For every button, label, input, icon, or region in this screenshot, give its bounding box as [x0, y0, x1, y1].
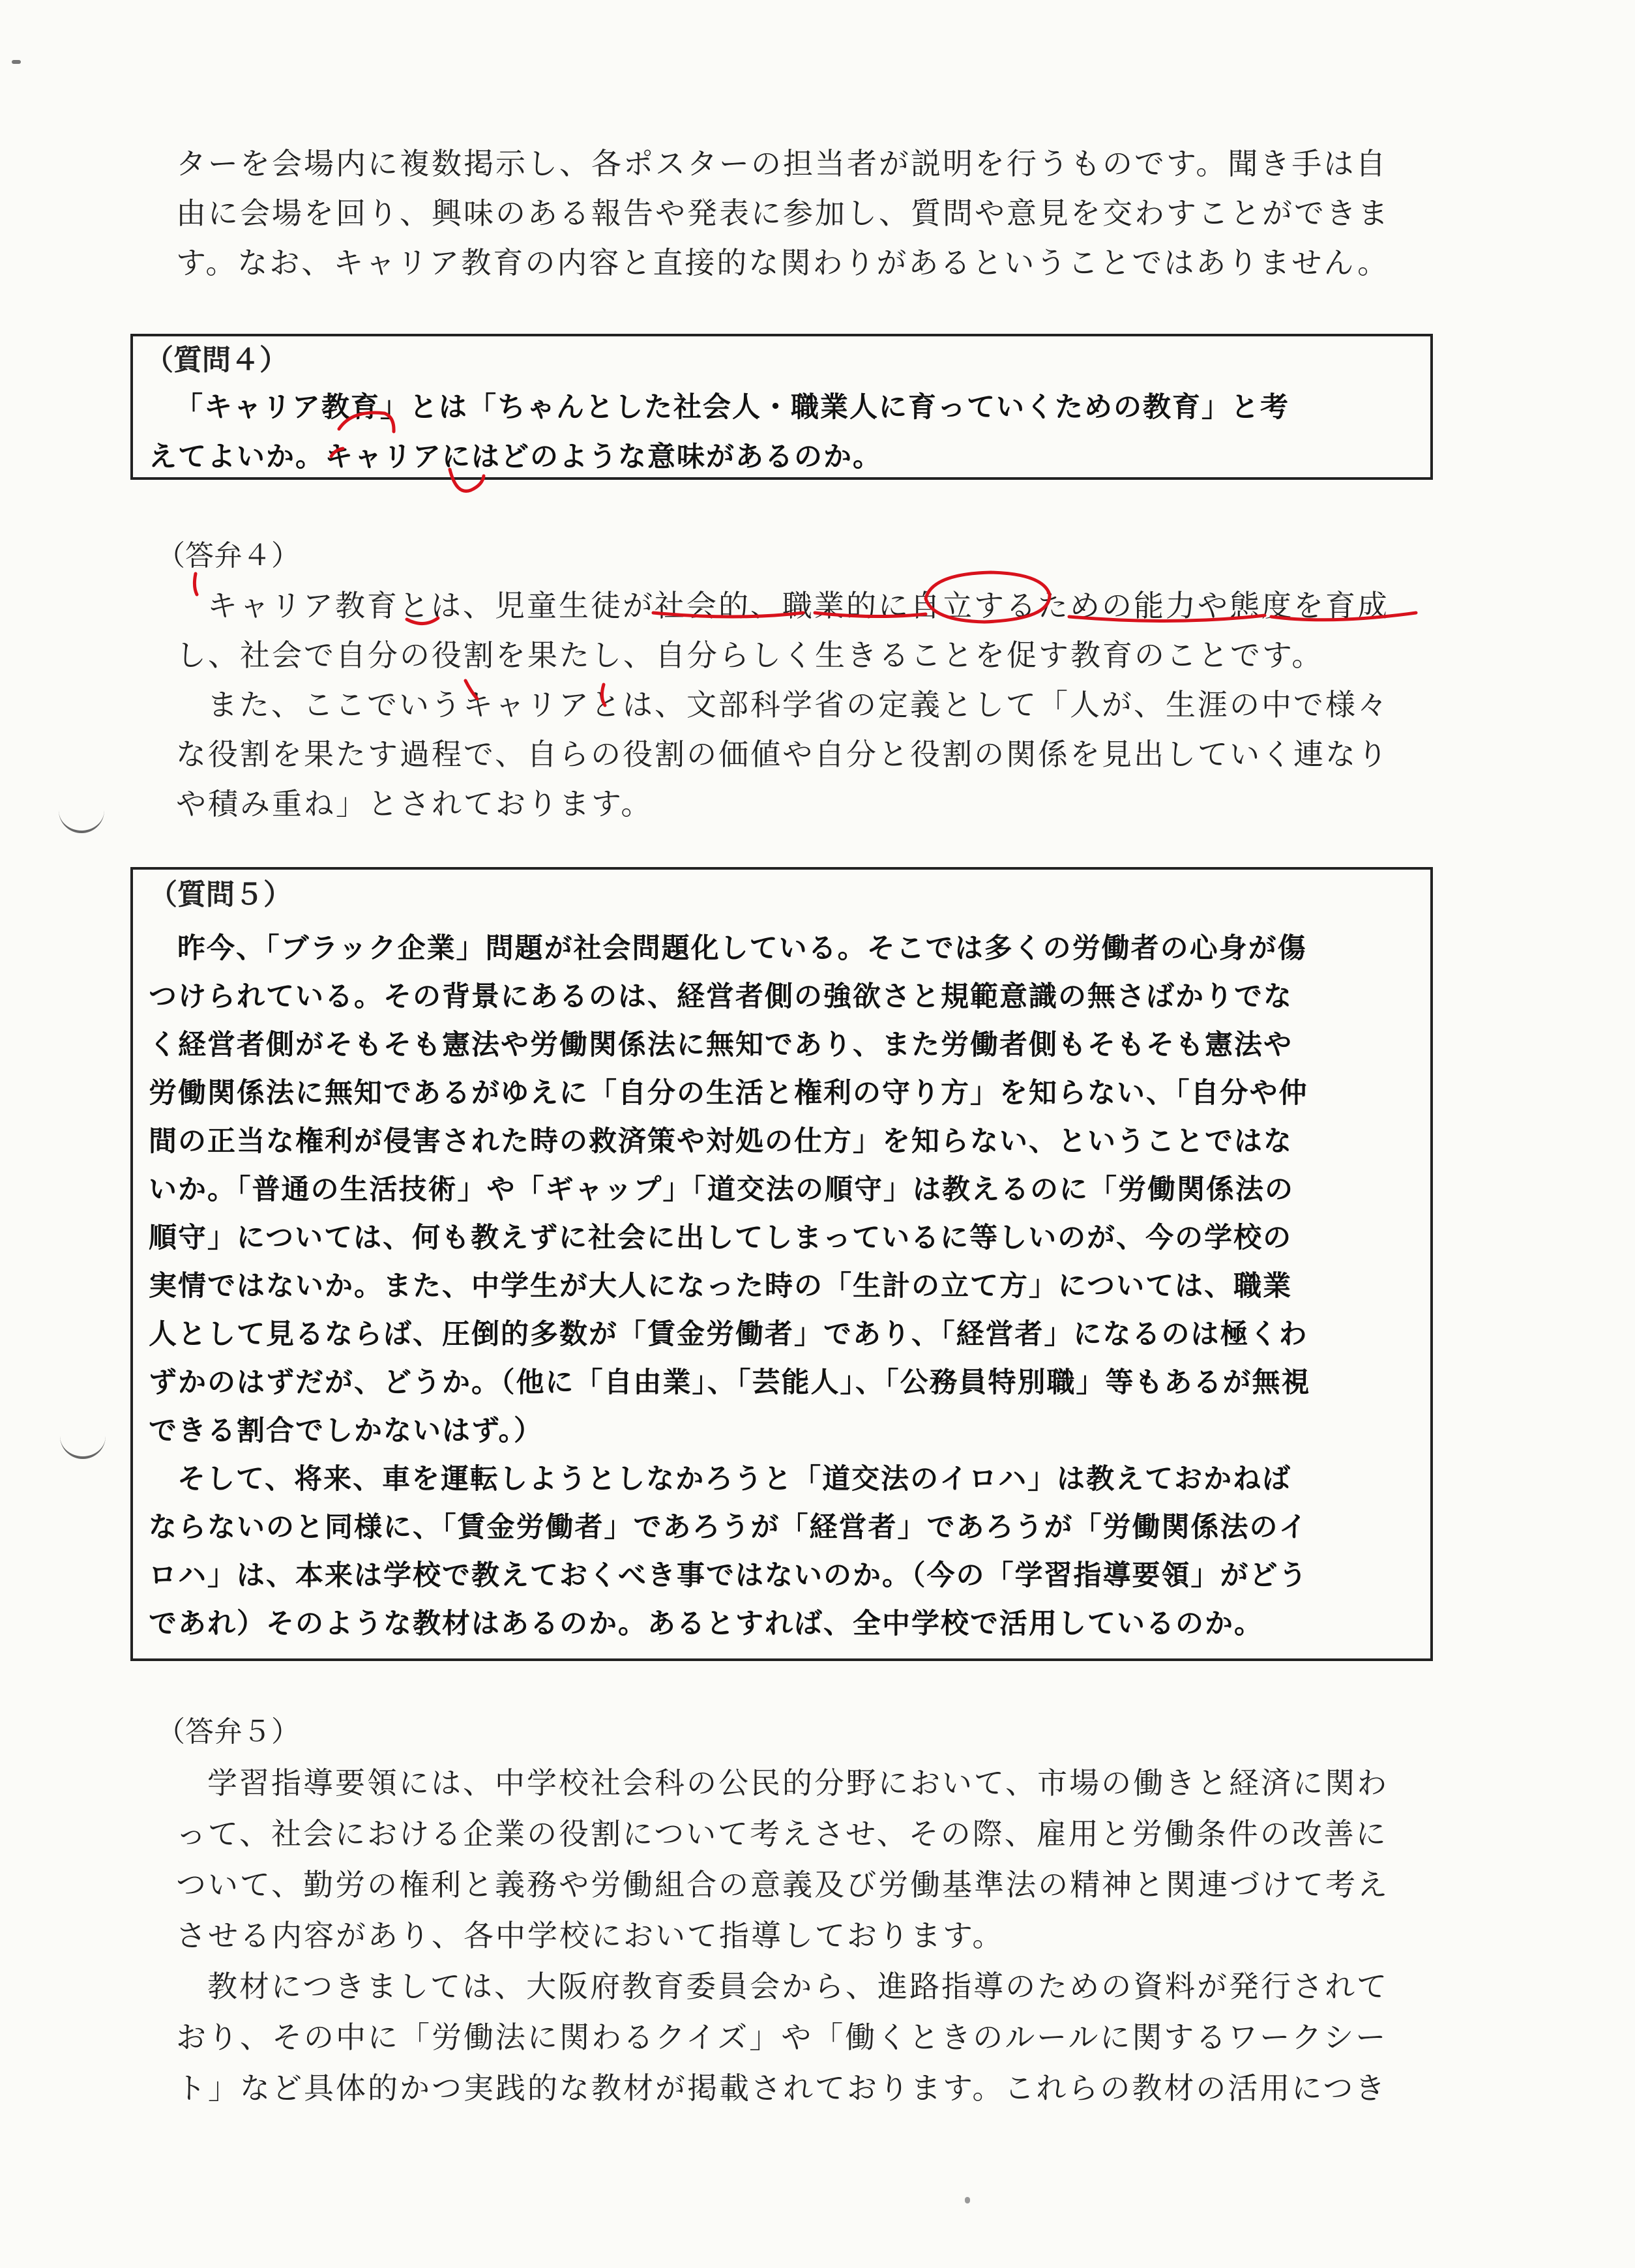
- answer-4-line-3: また、ここでいうキャリアとは、文部科学省の定義として「人が、生涯の中で様々: [207, 687, 1389, 722]
- a4-circle: [926, 572, 1050, 622]
- question-5-line-3: く経営者側がそもそも憲法や労働関係法に無知であり、また労働者側もそもそも憲法や: [149, 1029, 1293, 1061]
- question-5-line-13: ならないのと同様に、「賃金労働者」であろうが「経営者」であろうが「労働関係法のイ: [149, 1511, 1308, 1544]
- answer-4-line-4: な役割を果たす過程で、自らの役割の価値や自分と役割の関係を見出していく連なり: [176, 737, 1390, 772]
- question-5-heading: （質問５）: [149, 878, 292, 911]
- intro-line-1: ターを会場内に複数掲示し、各ポスターの担当者が説明を行うものです。聞き手は自: [176, 146, 1388, 181]
- question-5-line-7: 順守」については、何も教えずに社会に出してしまっているに等しいのが、今の学校の: [149, 1222, 1293, 1254]
- question-4-heading: （質問４）: [145, 344, 288, 377]
- question-5-line-4: 労働関係法に無知であるがゆえに「自分の生活と権利の守り方」を知らない、「自分や仲: [149, 1077, 1308, 1110]
- a4-caret-mark-1: [194, 574, 197, 595]
- question-5-line-8: 実情ではないか。また、中学生が大人になった時の「生計の立て方」については、職業: [149, 1270, 1293, 1303]
- question-5-line-9: 人として見るならば、圧倒的多数が「賃金労働者」であり、「経営者」になるのは極くわ: [149, 1318, 1308, 1351]
- answer-4-line-2: し、社会で自分の役割を果たし、自分らしく生きることを促す教育のことです。: [176, 638, 1324, 673]
- a4-hook-mark: [407, 618, 438, 624]
- question-4-line-1: 「キャリア教育」とは「ちゃんとした社会人・職業人に育っていくための教育」と考: [175, 391, 1289, 424]
- a4-underline-1: [653, 613, 803, 617]
- answer-5-heading: （答弁５）: [156, 1715, 300, 1748]
- question-5-line-15: であれ）そのような教材はあるのか。あるとすれば、全中学校で活用しているのか。: [149, 1608, 1263, 1640]
- answer-5-line-3: ついて、勤労の権利と義務や労働組合の意義及び労働基準法の精神と関連づけて考え: [176, 1867, 1390, 1902]
- a4-caret-mark-2: [465, 681, 477, 699]
- question-5-line-2: つけられている。その背景にあるのは、経営者側の強欲さと規範意識の無さばかりでな: [149, 980, 1293, 1013]
- a4-caret-mark-3: [602, 685, 605, 705]
- answer-5-line-5: 教材につきましては、大阪府教育委員会から、進路指導のための資料が発行されて: [207, 1969, 1389, 2004]
- a4-underline-2: [815, 613, 926, 617]
- question-4-line-2: えてよいか。キャリアにはどのような意味があるのか。: [149, 441, 882, 473]
- answer-5-line-7: ト」など具体的かつ実践的な教材が掲載されております。これらの教材の活用につき: [176, 2070, 1387, 2106]
- answer-5-line-2: って、社会における企業の役割について考えさせ、その際、雇用と労働条件の改善に: [176, 1816, 1388, 1851]
- answer-5-line-6: おり、その中に「労働法に関わるクイズ」や「働くときのルールに関するワークシー: [176, 2020, 1388, 2055]
- a4-underline-4: [1271, 613, 1416, 620]
- answer-5-line-1: 学習指導要領には、中学校社会科の公民的分野において、市場の働きと経済に関わ: [207, 1765, 1389, 1801]
- intro-line-3: す。なお、キャリア教育の内容と直接的な関わりがあるということではありません。: [176, 245, 1390, 280]
- answer-5-line-4: させる内容があり、各中学校において指導しております。: [176, 1918, 1005, 1953]
- question-5-line-10: ずかのはずだが、どうか。（他に「自由業」、「芸能人」、「公務員特別職」等もあるが無視: [149, 1366, 1311, 1399]
- question-5-line-1: 昨今、「ブラック企業」問題が社会問題化している。そこでは多くの労働者の心身が傷: [177, 932, 1307, 965]
- a4-underline-3: [1069, 615, 1265, 621]
- answer-4-line-1: キャリア教育とは、児童生徒が社会的、職業的に自立するための能力や態度を育成: [207, 588, 1389, 623]
- question-5-line-5: 間の正当な権利が侵害された時の救済策や対処の仕方」を知らない、ということではな: [149, 1125, 1293, 1158]
- answer-4-heading: （答弁４）: [156, 539, 300, 572]
- answer-4-line-5: や積み重ね」とされております。: [176, 786, 653, 821]
- question-5-line-12: そして、将来、車を運転しようとしなかろうと「道交法のイロハ」は教えておかねば: [177, 1463, 1292, 1495]
- question-5-line-14: ロハ」は、本来は学校で教えておくべき事ではないのか。（今の「学習指導要領」がどう: [149, 1559, 1308, 1592]
- q4-caret-mark-1: [339, 413, 394, 432]
- intro-line-2: 由に会場を回り、興味のある報告や発表に参加し、質問や意見を交わすことができま: [176, 196, 1390, 231]
- q4-caret-mark-2: [331, 449, 343, 456]
- question-5-line-6: いか。「普通の生活技術」や「ギャップ」「道交法の順守」は教えるのに「労働関係法の: [149, 1173, 1294, 1206]
- question-5-line-11: できる割合でしかないはず。）: [149, 1415, 544, 1447]
- q4-bracket-mark: [450, 469, 484, 491]
